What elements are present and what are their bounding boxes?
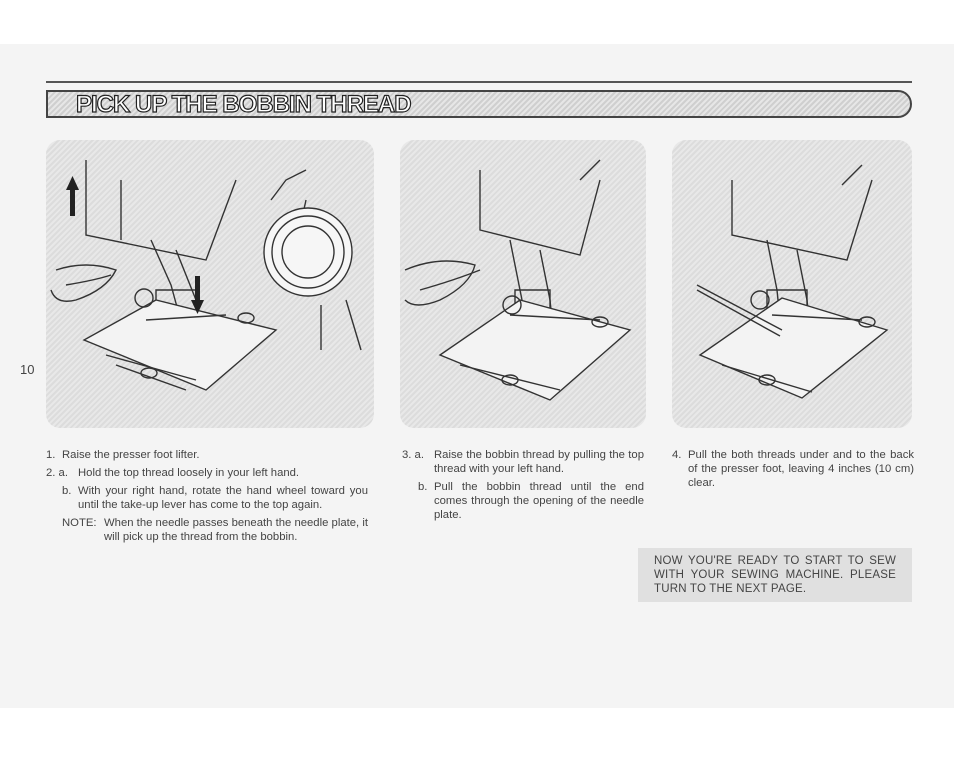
title-banner [46, 90, 912, 118]
step-1: 1. Raise the presser foot lifter. [46, 449, 200, 461]
step-3a: 3. a. Raise the bobbin thread by pulling the top thread with your left hand. [402, 449, 644, 475]
step-2a: 2. a. Hold the top thread loosely in your left hand. [46, 467, 300, 479]
step-4: 4. Pull the both threads under and to the back of the presser foot, leaving 4 inches (10 cm) clear. [672, 449, 914, 489]
instructions-column-1 [46, 448, 368, 544]
illustration-raise-lifter [46, 140, 374, 428]
page-title: PICK UP THE BOBBIN THREAD [76, 91, 411, 118]
page-number: 10 [20, 362, 35, 377]
sewing-machine-drawing-3 [672, 140, 912, 428]
next-page-callout: NOW YOU'RE READY TO START TO SEW WITH YOUR SEWING MACHINE. PLEASE TURN TO THE NEXT PAGE. [638, 548, 912, 602]
instructions-column-3 [672, 448, 914, 494]
sewing-machine-drawing-1 [46, 140, 374, 428]
instructions-column-2 [402, 448, 644, 526]
step-2b: b. With your right hand, rotate the hand wheel toward you until the take-up lever has come to the top again. [62, 485, 368, 511]
step-3b: b. Pull the bobbin thread until the end comes through the opening of the needle plate. [418, 481, 644, 521]
header-rule [46, 81, 912, 83]
note: NOTE: When the needle passes beneath the needle plate, it will pick up the thread from the bobbin. [62, 517, 368, 543]
illustration-pull-threads-back [672, 140, 912, 428]
illustration-raise-bobbin-thread [400, 140, 646, 428]
sewing-machine-drawing-2 [400, 140, 646, 428]
